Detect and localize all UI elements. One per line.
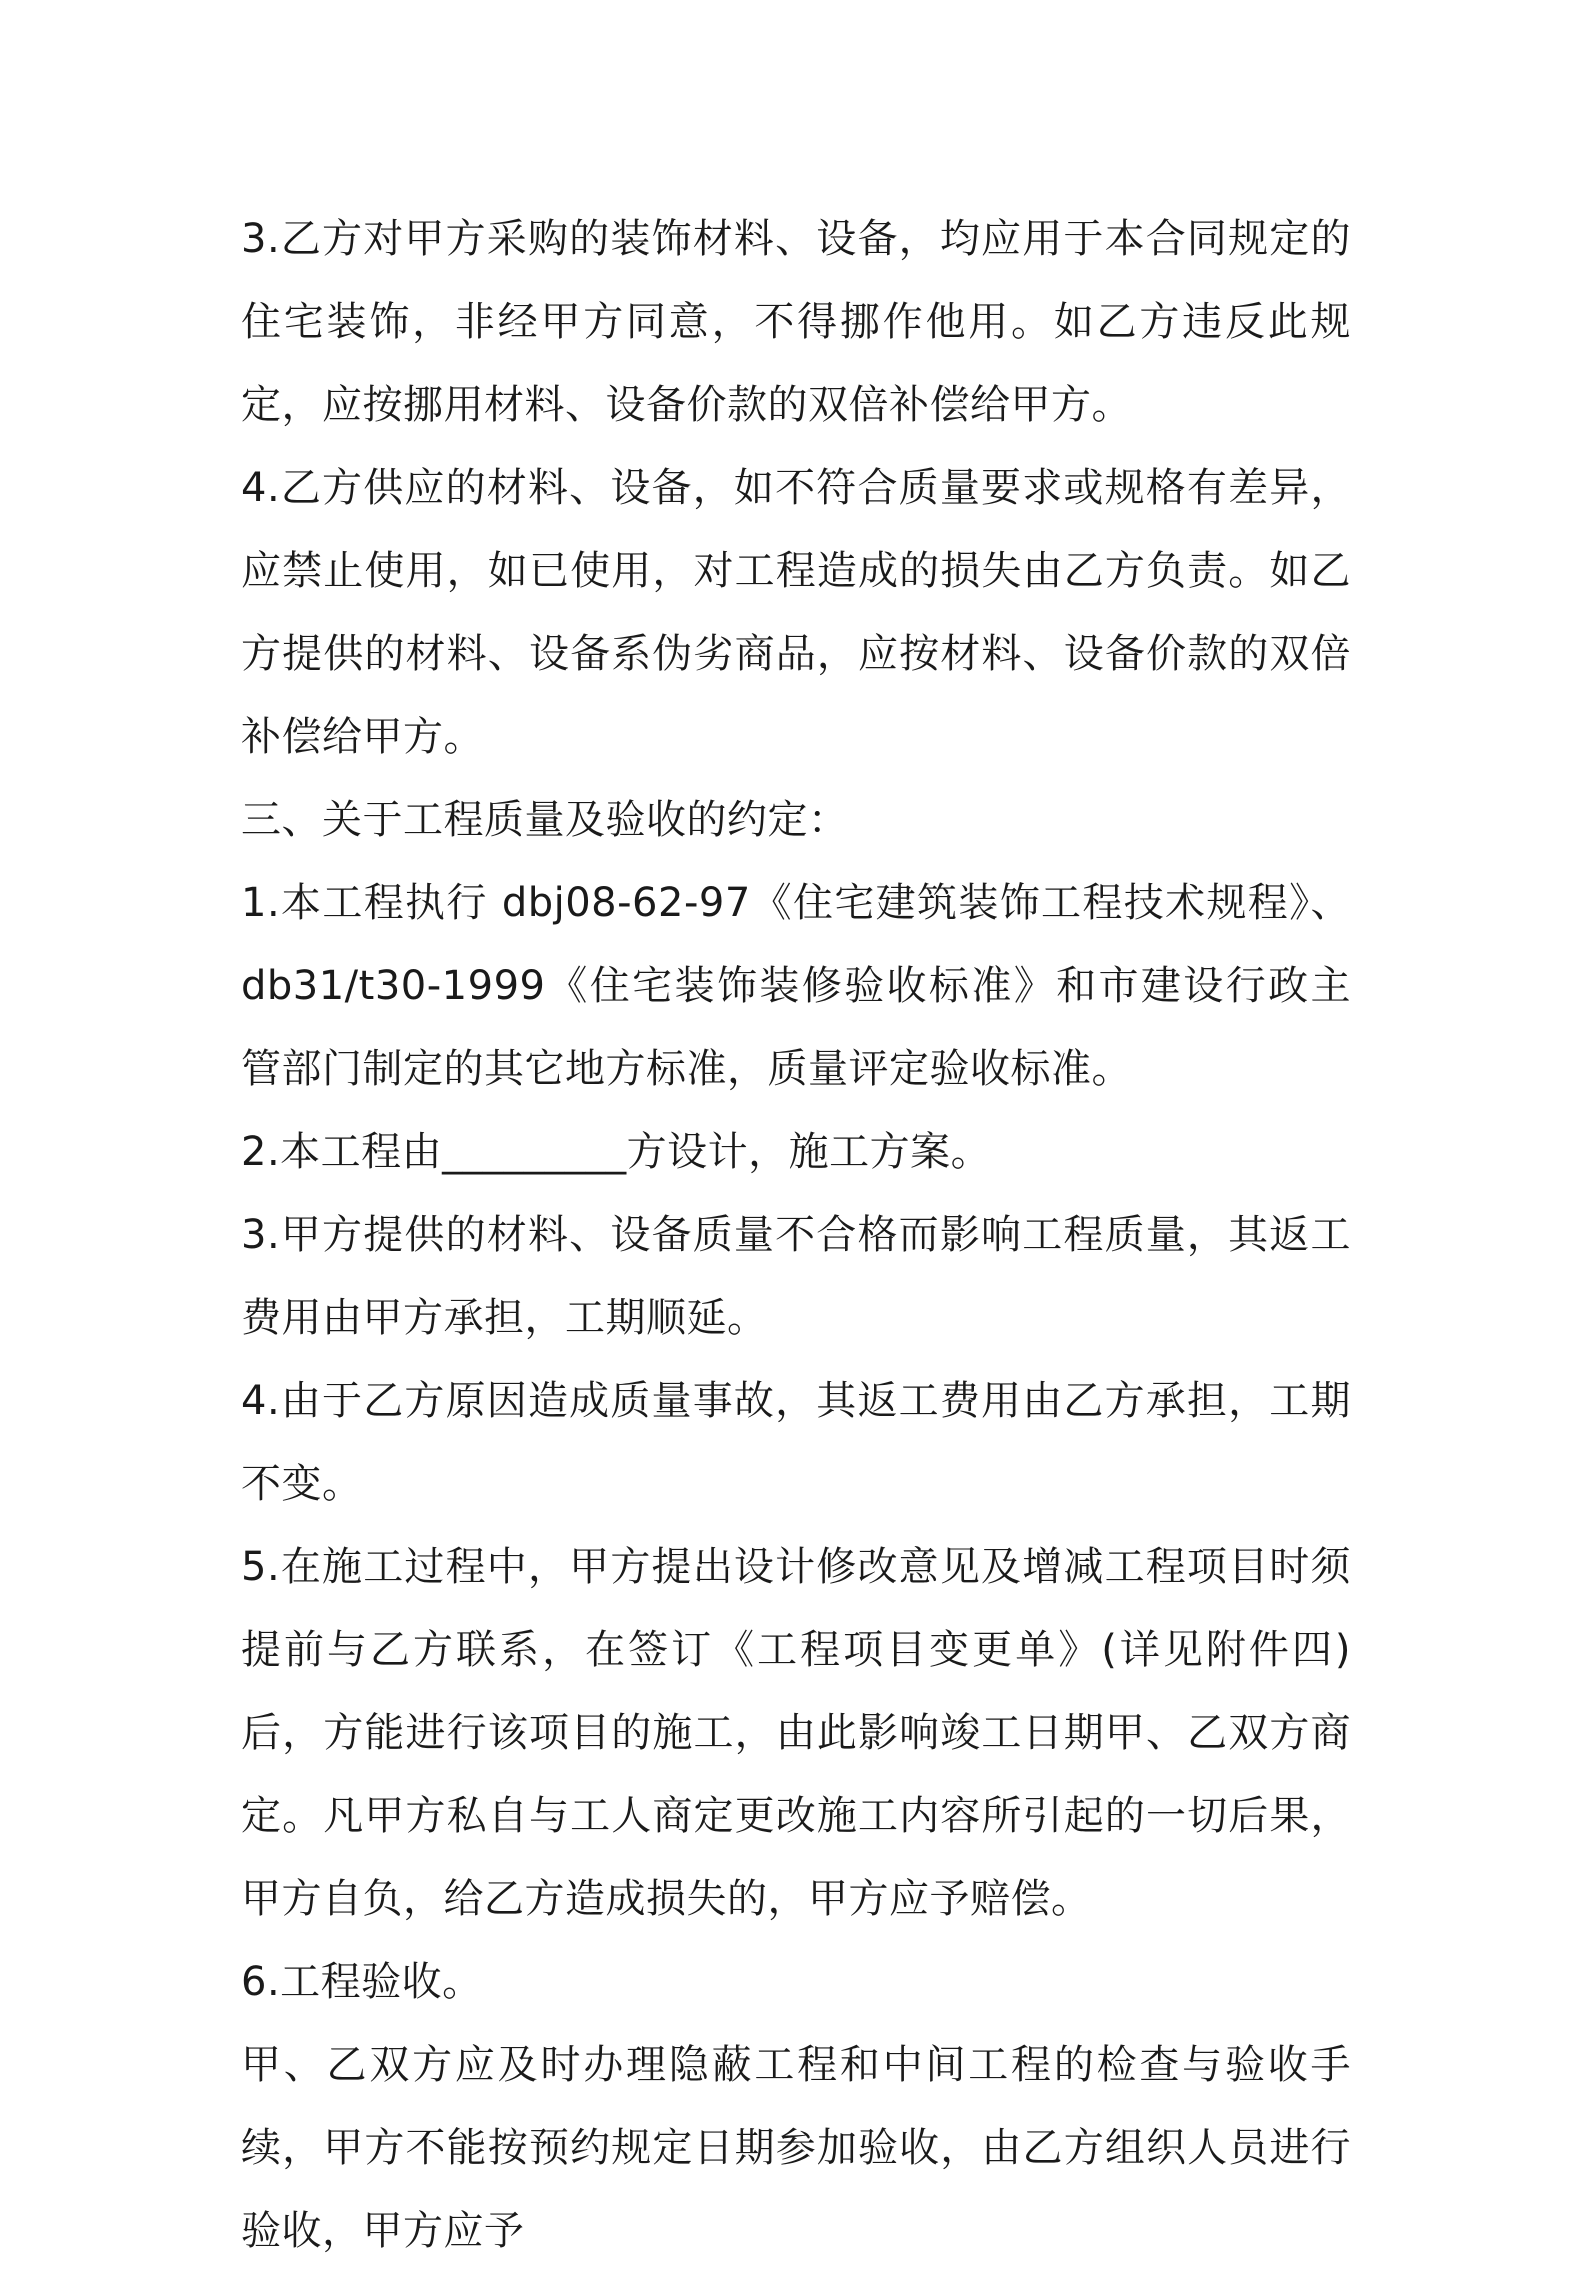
clause-5-design-changes: 5.在施工过程中，甲方提出设计修改意见及增减工程项目时须提前与乙方联系，在签订《工程项目变更单》(详见附件四)后，方能进行该项目的施工，由此影响竣工日期甲、乙双方商定。凡甲方私自与工人商定更改施工内容所引起的一切后果，甲方自负，给乙方造成损失的，甲方应予赔偿。 xyxy=(241,1544,1351,1922)
clause-2-design: 2.本工程由_________方设计，施工方案。 xyxy=(241,1129,992,1175)
clause-1-standards: 1.本工程执行 dbj08-62-97《住宅建筑装饰工程技术规程》、db31/t30-1999《住宅装饰装修验收标准》和市建设行政主管部门制定的其它地方标准，质量评定验收标准。 xyxy=(241,880,1351,1092)
section-3-heading: 三、关于工程质量及验收的约定： xyxy=(241,797,849,843)
clause-4-quality-accident: 4.由于乙方原因造成质量事故，其返工费用由乙方承担，工期不变。 xyxy=(241,1378,1351,1507)
clause-6-acceptance-body: 甲、乙双方应及时办理隐蔽工程和中间工程的检查与验收手续，甲方不能按预约规定日期参加验收，由乙方组织人员进行验收，甲方应予 xyxy=(241,2042,1351,2254)
clause-3-materials-use: 3.乙方对甲方采购的装饰材料、设备，均应用于本合同规定的住宅装饰，非经甲方同意，不得挪作他用。如乙方违反此规定，应按挪用材料、设备价款的双倍补偿给甲方。 xyxy=(241,216,1351,428)
clause-3-quality-defects: 3.甲方提供的材料、设备质量不合格而影响工程质量，其返工费用由甲方承担，工期顺延。 xyxy=(241,1212,1351,1341)
clause-4-supplied-materials: 4.乙方供应的材料、设备，如不符合质量要求或规格有差异，应禁止使用，如已使用，对工程造成的损失由乙方负责。如乙方提供的材料、设备系伪劣商品，应按材料、设备价款的双倍补偿给甲方。 xyxy=(241,465,1351,760)
clause-6-acceptance-heading: 6.工程验收。 xyxy=(241,1959,483,2005)
document-body xyxy=(241,198,1351,2273)
